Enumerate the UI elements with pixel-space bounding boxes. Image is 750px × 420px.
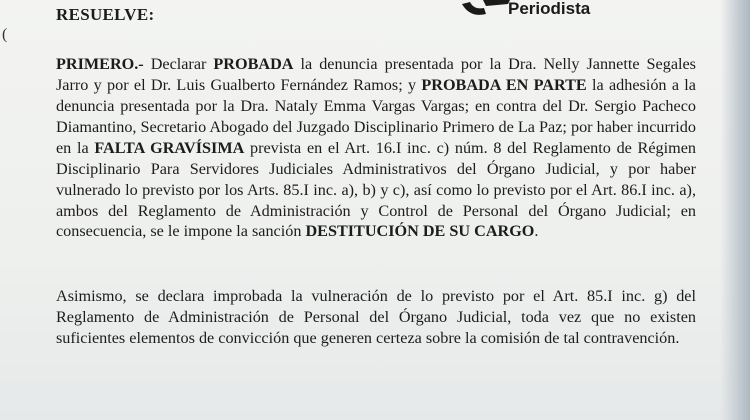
primero-bold-probada-en-parte: PROBADA EN PARTE — [421, 76, 587, 95]
primero-text-5: . — [534, 222, 539, 241]
brand-logo — [462, 0, 612, 22]
primero-bold-falta-gravisima: FALTA GRAVÍSIMA — [94, 138, 245, 157]
primero-text-3: la adhesión a la denuncia presentada por la Dra. Nataly Emma Vargas Vargas; en contra del Dr. Sergio Pacheco Diamantino, Secretario Abogado del Juzgado Disciplinario Primero de La Paz; por haber incurrido en la — [56, 76, 696, 157]
primero-bold-probada: PROBADA — [213, 55, 294, 74]
paragraph-primero — [56, 54, 696, 242]
margin-mark: ( — [2, 26, 8, 43]
page-edge-shadow — [720, 0, 750, 420]
paragraph-asimismo: Asimismo, se declara improbada la vulneración de lo previsto por el Art. 85.I inc. g) del Reglamento de Administración de Personal del Órgano Judicial, toda vez que no existen suficientes elementos de convicción que generen certeza sobre la comisión de tal contravención. — [56, 287, 696, 347]
primero-text-1: Declarar — [143, 55, 214, 74]
section-heading: RESUELVE: — [56, 5, 155, 24]
primero-bold-destitucion: DESTITUCIÓN DE SU CARGO — [305, 222, 535, 241]
brand-logo-text: Periodista — [508, 0, 591, 18]
primero-label: PRIMERO.- — [56, 55, 144, 74]
primero-text-2: la denuncia presentada por la Dra. Nelly Jannette Segales Jarro y por el Dr. Luis Gualberto Fernández Ramos; y — [56, 55, 696, 95]
primero-text-4: prevista en el Art. 16.I inc. c) núm. 8 del Reglamento de Régimen Disciplinario Para Servidores Judiciales Administrativos del Órgano Judicial, y por haber vulnerado lo previsto por los Arts. 85.I inc. a), b) y c), así como lo previsto por el Art. 86.I inc. a), ambos del Reglamento de Administración y Control de Personal del Órgano Judicial; en consecuencia, se le impone la sanción — [56, 138, 696, 241]
